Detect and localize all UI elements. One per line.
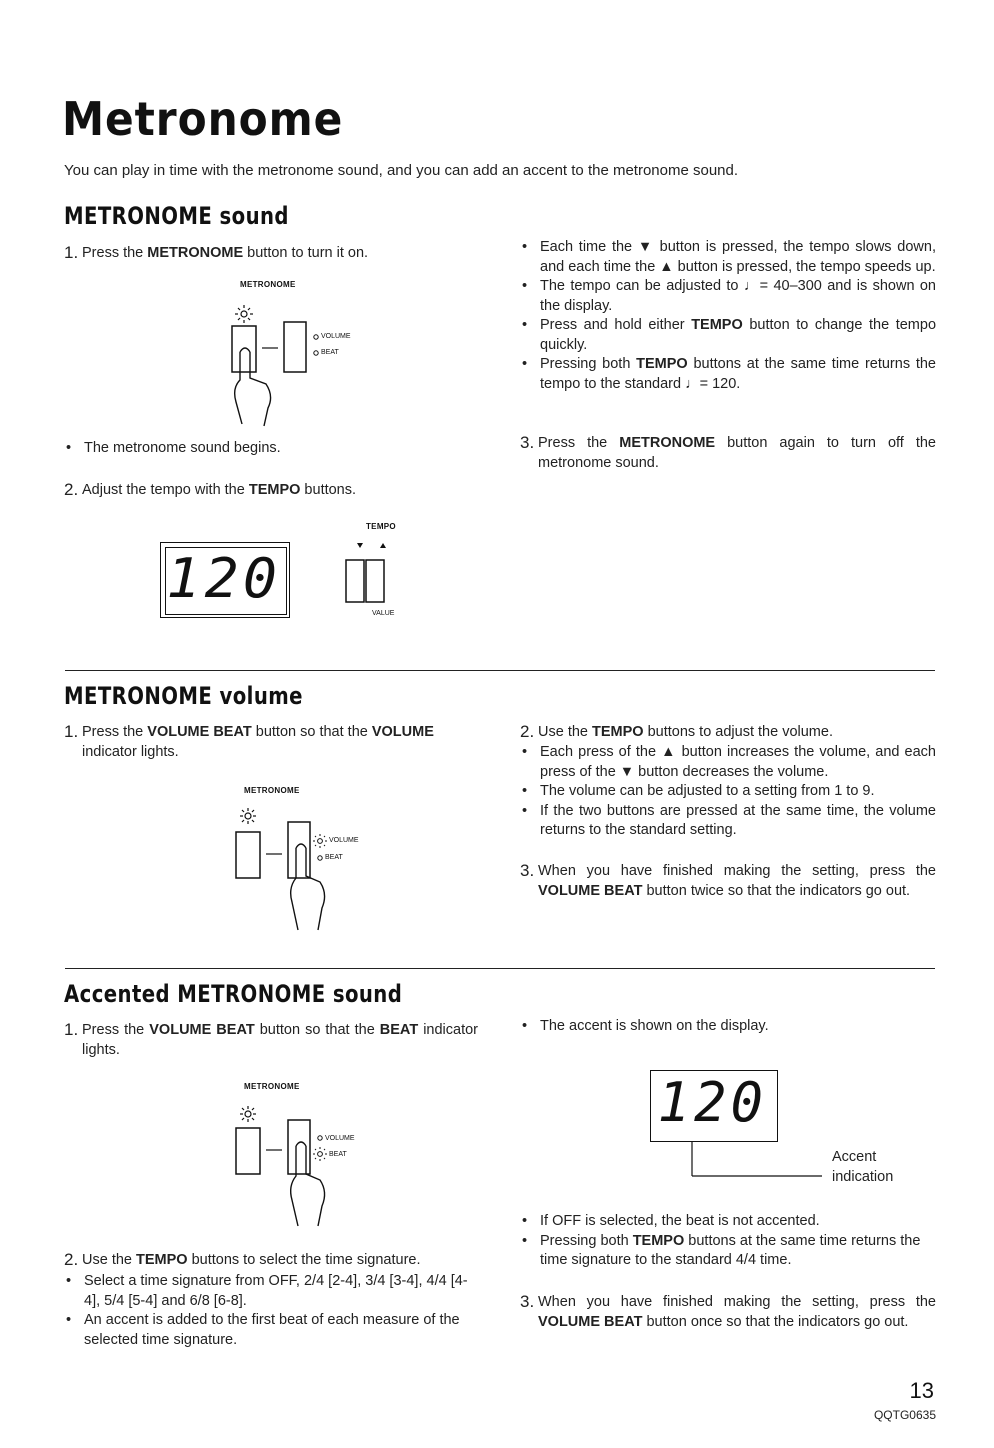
sec2-step2: 2. Use the TEMPO buttons to adjust the volume. — [520, 722, 833, 741]
page-title: Metronome — [62, 92, 344, 146]
step-number: 2. — [520, 722, 535, 741]
page-number: 13 — [909, 1378, 934, 1403]
step-number: 1. — [64, 722, 79, 741]
volume-indicator-label: VOLUME — [325, 1135, 355, 1142]
accent-display-value: 120 — [657, 1071, 767, 1134]
tempo-display-value: 120 — [166, 547, 282, 610]
volume-indicator-label: VOLUME — [321, 333, 351, 340]
sec3-accent-bullet — [520, 1017, 936, 1037]
bullet-item: • The accent is shown on the display. — [520, 1017, 936, 1037]
heading-metronome-volume: METRONOME volume — [64, 682, 303, 710]
beat-indicator-label: BEAT — [321, 349, 339, 356]
accent-pointer — [650, 1070, 850, 1190]
section-divider — [65, 968, 935, 969]
volume-button-diagram — [224, 784, 394, 934]
figure-label: METRONOME — [240, 280, 296, 289]
volume-beat-button — [288, 1120, 310, 1174]
intro-text: You can play in time with the metronome sound, and you can add an accent to the metronome sound. — [64, 162, 739, 179]
lit-lamp-icon — [240, 808, 256, 824]
beat-button-diagram — [224, 1080, 394, 1230]
figure-accent-display — [650, 1070, 940, 1190]
figure-tempo-display — [160, 520, 440, 630]
document-code: QQTG0635 — [873, 1408, 936, 1422]
sec2-bullets — [520, 743, 936, 841]
heading-accented-metronome-sound: Accented METRONOME sound — [64, 980, 403, 1008]
volume-beat-button — [284, 322, 306, 372]
lit-lamp-icon — [235, 305, 253, 323]
sec3-right-bullets — [520, 1212, 938, 1271]
step-number: 3. — [520, 861, 535, 880]
sec1-step1: 1. Press the METRONOME button to turn it on. — [64, 243, 369, 262]
figure-beat-buttons — [224, 1080, 394, 1230]
sec1-step3: 3. Press the METRONOME button again to turn off the metronome sound. — [520, 434, 936, 473]
tempo-label: TEMPO — [366, 522, 396, 531]
section-divider — [65, 670, 935, 671]
pressing-finger-icon — [291, 1146, 325, 1226]
value-label: VALUE — [372, 610, 395, 617]
step-number: 3. — [520, 1292, 535, 1311]
bullet-item: • Each time the ▼ button is pressed, the tempo slows down, and each time the ▲ button is pressed, the tempo speeds up. — [520, 238, 936, 277]
bullet-item: • The volume can be adjusted to a setting from 1 to 9. — [520, 782, 936, 802]
metronome-button — [232, 326, 256, 372]
metronome-button — [236, 1128, 260, 1174]
beat-indicator-label: BEAT — [329, 1151, 347, 1158]
figure-label: METRONOME — [244, 786, 300, 795]
bullet-item: • Pressing both TEMPO buttons at the same time returns the tempo to the standard ♩= 120. — [520, 355, 936, 394]
up-arrow-icon — [380, 543, 386, 548]
step-number: 1. — [64, 1020, 79, 1039]
step-number: 2. — [64, 1250, 79, 1269]
figure-label: METRONOME — [244, 1082, 300, 1091]
bullet-item: • The tempo can be adjusted to ♩= 40–300 and is shown on the display. — [520, 277, 936, 316]
tempo-buttons — [340, 538, 430, 618]
down-arrow-icon — [357, 543, 363, 548]
lit-lamp-icon — [240, 1106, 256, 1122]
volume-indicator-label: VOLUME — [329, 837, 359, 844]
sec2-step3: 3. When you have finished making the setting, press the VOLUME BEAT button twice so that the indicators go out. — [520, 862, 936, 901]
step-number: 2. — [64, 480, 79, 499]
volume-lamp-lit-icon — [313, 834, 327, 848]
bullet-item: • If OFF is selected, the beat is not accented. — [520, 1212, 938, 1232]
metronome-button — [236, 832, 260, 878]
sec1-right-bullets — [520, 238, 936, 394]
heading-metronome-sound: METRONOME sound — [64, 202, 289, 230]
sec1-left-bullets — [64, 439, 484, 459]
beat-indicator-label: BEAT — [325, 854, 343, 861]
bullet-item: • An accent is added to the first beat of each measure of the selected time signature. — [64, 1311, 482, 1350]
bullet-item: • Pressing both TEMPO buttons at the same time returns the time signature to the standard 4/4 time. — [520, 1232, 938, 1271]
volume-beat-button — [288, 822, 310, 878]
metronome-button-diagram — [220, 278, 380, 428]
beat-lamp-lit-icon — [313, 1147, 327, 1161]
sec1-step2: 2. Adjust the tempo with the TEMPO buttons. — [64, 480, 357, 499]
figure-metronome-buttons — [220, 278, 380, 428]
bullet-item: • If the two buttons are pressed at the same time, the volume returns to the standard setting. — [520, 802, 936, 841]
step-number: 1. — [64, 243, 79, 262]
bullet-item: • The metronome sound begins. — [64, 439, 484, 459]
pressing-finger-icon — [235, 352, 271, 426]
bullet-item: • Select a time signature from OFF, 2/4 [2-4], 3/4 [3-4], 4/4 [4-4], 5/4 [5-4] and 6/8 [6-8]. — [64, 1272, 482, 1311]
sec2-step1: 1. Press the VOLUME BEAT button so that the VOLUME indicator lights. — [64, 723, 484, 762]
sec3-left-bullets — [64, 1272, 482, 1350]
bullet-item: • Each press of the ▲ button increases the volume, and each press of the ▼ button decreases the volume. — [520, 743, 936, 782]
sec3-step3: 3. When you have finished making the setting, press the VOLUME BEAT button once so that the indicators go out. — [520, 1293, 936, 1332]
sec3-step2: 2. Use the TEMPO buttons to select the time signature. — [64, 1250, 421, 1269]
bullet-item: • Press and hold either TEMPO button to change the tempo quickly. — [520, 316, 936, 355]
figure-volume-buttons — [224, 784, 394, 934]
tempo-up-button — [366, 560, 384, 602]
sec3-step1: 1. Press the VOLUME BEAT button so that the BEAT indicator lights. — [64, 1021, 478, 1060]
lcd-display-frame — [160, 542, 290, 618]
tempo-down-button — [346, 560, 364, 602]
accent-indication-label: Accent indication — [832, 1149, 894, 1185]
step-number: 3. — [520, 433, 535, 452]
